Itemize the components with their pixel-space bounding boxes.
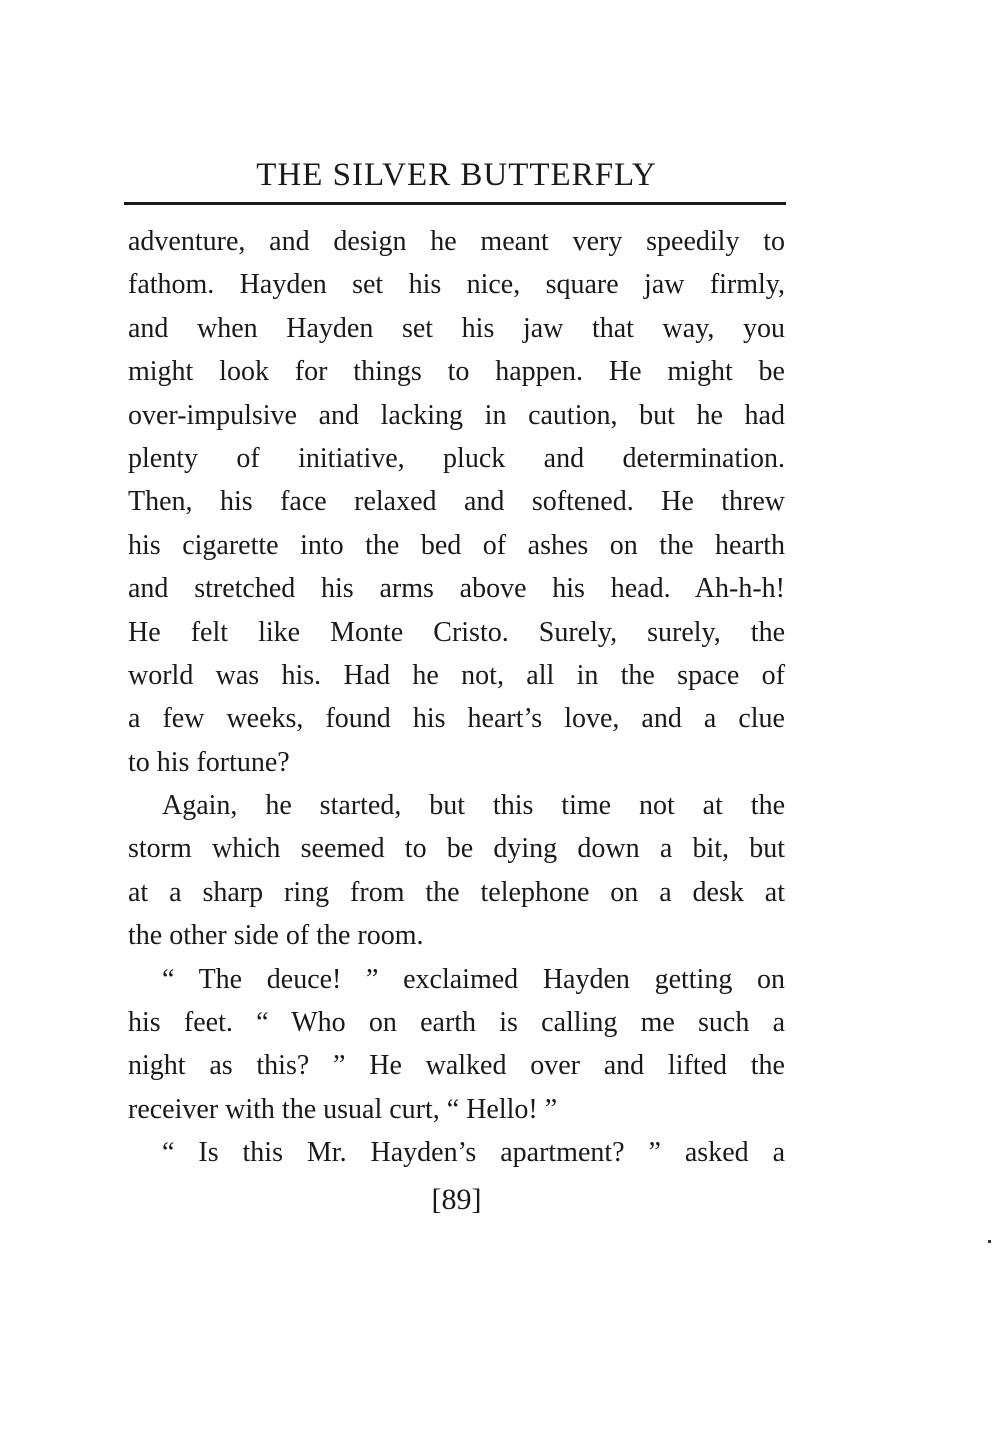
text-line: “ The deuce! ” exclaimed Hayden getting on <box>162 963 785 995</box>
text-line: his cigarette into the bed of ashes on the hearth <box>128 529 785 561</box>
text-line: world was his. Had he not, all in the space of <box>128 659 785 691</box>
text-line: night as this? ” He walked over and lifted the <box>128 1050 785 1082</box>
header-rule <box>124 202 786 205</box>
text-line: and stretched his arms above his head. Ah-h-h! <box>128 573 785 605</box>
running-head: THE SILVER BUTTERFLY <box>256 157 657 193</box>
text-line: receiver with the usual curt, “ Hello! ” <box>128 1093 558 1125</box>
print-speck <box>988 1240 991 1243</box>
text-line: “ Is this Mr. Hayden’s apartment? ” asked a <box>162 1137 785 1169</box>
text-line: plenty of initiative, pluck and determination. <box>128 442 785 474</box>
text-line: to his fortune? <box>128 746 290 778</box>
text-line: a few weeks, found his heart’s love, and a clue <box>128 703 785 735</box>
page-number: [89] <box>431 1183 482 1216</box>
text-line: Again, he started, but this time not at the <box>162 790 785 822</box>
text-line: his feet. “ Who on earth is calling me such a <box>128 1007 785 1039</box>
body-text <box>128 220 785 1175</box>
text-line: the other side of the room. <box>128 920 424 952</box>
text-line: Then, his face relaxed and softened. He threw <box>128 486 785 518</box>
text-line: fathom. Hayden set his nice, square jaw firmly, <box>128 269 785 301</box>
text-line: and when Hayden set his jaw that way, you <box>128 312 785 344</box>
text-line: over-impulsive and lacking in caution, but he had <box>128 399 785 431</box>
text-line: at a sharp ring from the telephone on a desk at <box>128 876 785 908</box>
text-line: might look for things to happen. He might be <box>128 356 785 388</box>
text-line: He felt like Monte Cristo. Surely, surely, the <box>128 616 785 648</box>
text-line: adventure, and design he meant very speedily to <box>128 226 785 257</box>
text-line: storm which seemed to be dying down a bit, but <box>128 833 785 865</box>
